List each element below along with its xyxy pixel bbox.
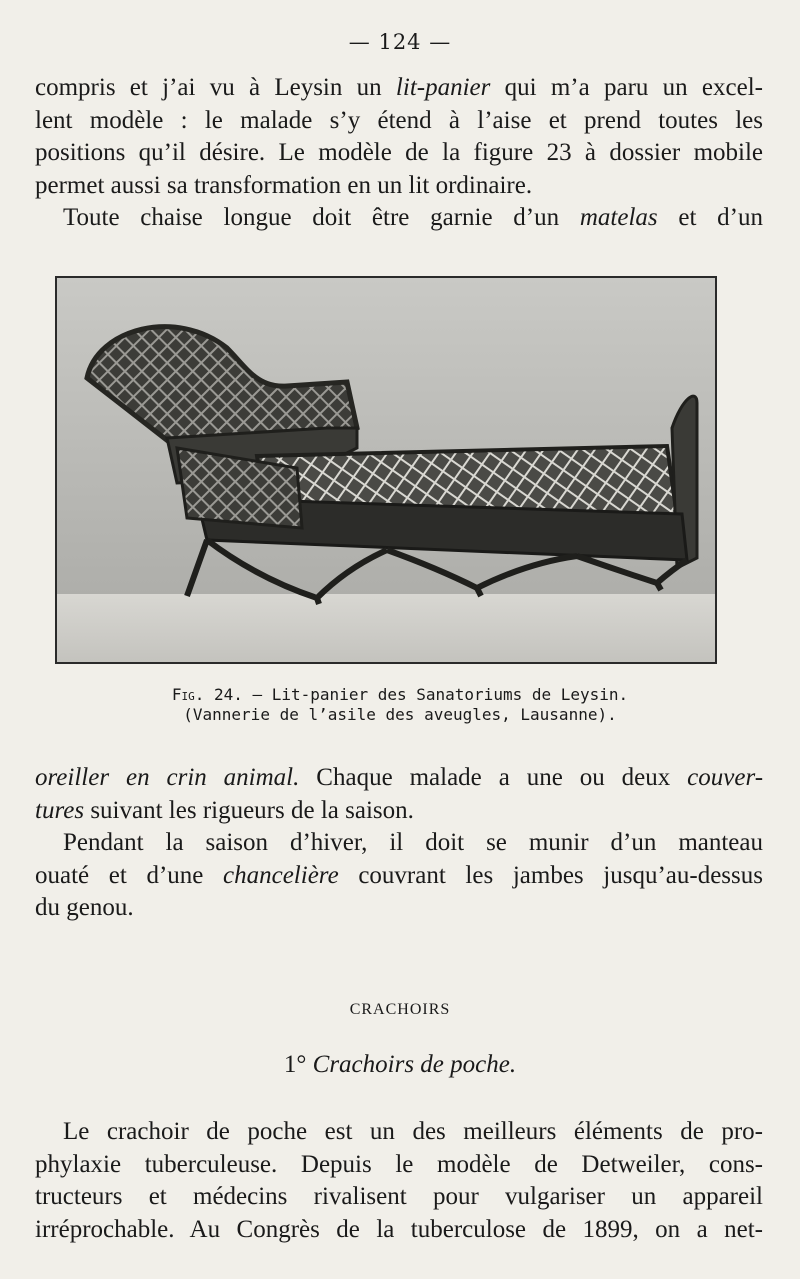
text-run: Pendant la saison d’hiver, il doit se munir d’un manteau — [63, 829, 763, 856]
italic-text: oreiller en crin animal. — [35, 764, 300, 791]
text-line — [35, 762, 763, 795]
text-run: irréprochable. Au Congrès de la tuberculose de 1899, on a net- — [35, 1215, 763, 1243]
italic-text: tures — [35, 796, 85, 824]
figure-label: Fig. 24. — [171, 685, 243, 704]
text-run: tructeurs et médecins rivalisent pour vulgariser un appareil — [35, 1183, 763, 1210]
text-run: couvrant les jambes jusqu’au-dessus — [338, 861, 763, 889]
figure-wicker-bed-photo — [55, 276, 717, 664]
text-run: compris et j’ai vu à Leysin un — [35, 74, 396, 101]
text-line — [35, 1149, 763, 1182]
italic-text: chancelière — [223, 861, 339, 889]
subheading-number: 1° — [283, 1051, 307, 1078]
text-run: positions qu’il désire. Le modèle de la figure 23 à dossier mobile — [35, 139, 763, 166]
caption-line-2: (Vannerie de l’asile des aveugles, Lausanne). — [183, 705, 617, 724]
figure-caption — [0, 685, 800, 725]
text-line — [35, 170, 763, 203]
text-line — [35, 105, 763, 138]
text-line — [35, 1116, 763, 1149]
italic-text: lit-panier — [395, 74, 491, 101]
page-number: — 124 — — [348, 30, 452, 54]
text-run: Toute chaise longue doit être garnie d’un — [63, 204, 580, 231]
text-run: ouaté et d’une — [35, 861, 224, 889]
text-line — [35, 1181, 763, 1214]
text-run: Le crachoir de poche est un des meilleurs éléments de pro- — [63, 1118, 763, 1145]
text-run: Chaque malade a une ou deux — [299, 764, 688, 791]
caption-line-1 — [0, 685, 800, 705]
text-line — [35, 137, 763, 170]
text-run: lent modèle : le malade s’y étend à l’aise et prend toutes les — [35, 106, 763, 134]
italic-text: couver- — [687, 764, 764, 791]
text-run: qui m’a paru un excel- — [490, 74, 763, 101]
text-line — [35, 860, 763, 893]
text-run: et d’un — [657, 204, 763, 231]
text-run: suivant les rigueurs de la saison. — [84, 796, 414, 824]
paragraph-1 — [35, 72, 763, 202]
section-heading: CRACHOIRS — [349, 1001, 451, 1018]
text-run: du genou. — [35, 894, 134, 921]
caption-text-1: — Lit-panier des Sanatoriums de Leysin. — [242, 685, 629, 704]
text-line — [35, 202, 763, 235]
text-line — [35, 72, 763, 105]
paragraph-4 — [35, 1116, 763, 1246]
text-line — [35, 1214, 763, 1247]
paragraph-2-start — [35, 202, 763, 235]
text-line — [35, 795, 763, 828]
text-line — [35, 827, 763, 860]
paragraph-3 — [35, 827, 763, 925]
paragraph-2-continued — [35, 762, 763, 827]
text-line — [35, 892, 763, 925]
text-run: phylaxie tuberculeuse. Depuis le modèle de Detweiler, cons- — [35, 1150, 763, 1178]
subheading — [0, 1051, 800, 1079]
subheading-title: Crachoirs de poche. — [312, 1051, 517, 1078]
text-run: permet aussi sa transformation en un lit ordinaire. — [35, 171, 533, 199]
italic-text: matelas — [579, 204, 658, 231]
